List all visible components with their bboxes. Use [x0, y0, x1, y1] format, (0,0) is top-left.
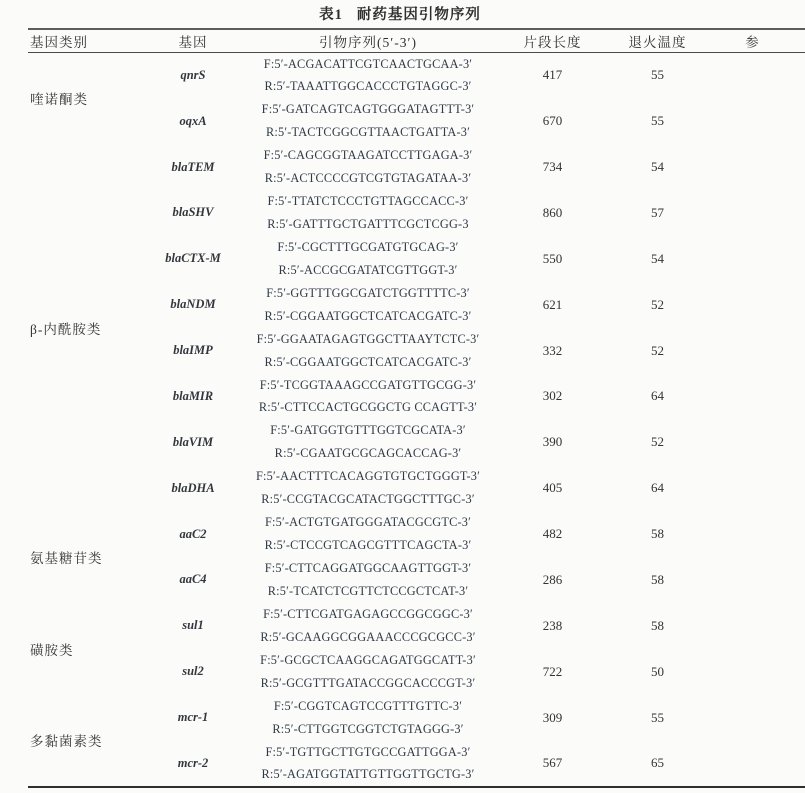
forward-primer: F:5′-TCGGTAAAGCCGATGTTGCGG-3′: [259, 377, 477, 392]
annealing-temperature: 55: [651, 67, 664, 83]
forward-primer: F:5′-CAGCGGTAAGATCCTTGAGA-3′: [263, 148, 473, 163]
reverse-primer: R:5′-AGATGGTATTGTTGGTTGCTG-3′: [261, 767, 475, 782]
header-gene: 基因: [140, 29, 246, 52]
primer-sequence-cell: [246, 236, 490, 282]
annealing-temperature: 58: [651, 617, 664, 633]
reference-cell-clipped: [700, 190, 805, 236]
fragment-length: 286: [542, 571, 563, 587]
primer-sequence-cell: [246, 741, 490, 788]
gene-name: qnrS: [180, 67, 206, 82]
header-gene-category: 基因类别: [28, 29, 140, 52]
forward-primer: F:5′-GGTTTGGCGATCTGGTTTTC-3′: [266, 285, 470, 300]
primer-sequence-cell: [246, 511, 490, 557]
annealing-temperature: 54: [651, 159, 664, 175]
forward-primer: F:5′-GATGGTGTTTGGTCGCATA-3′: [270, 423, 466, 438]
reverse-primer: R:5′-CGGAATGGCTCATCACGATC-3′: [264, 308, 472, 323]
table-number: 表1: [319, 7, 343, 23]
reverse-primer: R:5′-ACTCCCCGTCGTGTAGATAA-3′: [264, 171, 472, 186]
annealing-temperature: 55: [651, 113, 664, 129]
reverse-primer: R:5′-GATTTGCTGATTTCGCTCGG-3: [267, 216, 469, 231]
gene-name: blaNDM: [170, 297, 216, 312]
header-fragment-length: 片段长度: [490, 29, 615, 52]
fragment-length: 309: [542, 709, 563, 725]
gene-row: [28, 465, 805, 511]
reference-cell-clipped: [700, 52, 805, 98]
reverse-primer: R:5′-CCGTACGCATACTGGCTTTGC-3′: [261, 492, 475, 507]
fragment-length: 238: [542, 617, 563, 633]
reverse-primer: R:5′-TACTCGGCGTTAACTGATTA-3′: [265, 125, 471, 140]
annealing-temperature: 52: [651, 342, 664, 358]
annealing-temperature: 58: [651, 571, 664, 587]
primer-sequence-cell: [246, 465, 490, 511]
gene-row: [28, 603, 805, 649]
reference-cell-clipped: [700, 695, 805, 741]
forward-primer: F:5′-CGGTCAGTCCGTTTGTTC-3′: [273, 698, 463, 713]
reverse-primer: R:5′-GCAAGGCGGAAACCCGCGCC-3′: [260, 629, 476, 644]
table-title-text: 耐药基因引物序列: [356, 7, 481, 23]
table-title: [28, 3, 772, 24]
annealing-temperature: 64: [651, 480, 664, 496]
annealing-temperature: 52: [651, 296, 664, 312]
gene-category-cell: 喹诺酮类: [30, 92, 88, 108]
fragment-length: 734: [542, 159, 563, 175]
primer-sequence-cell: [246, 419, 490, 465]
fragment-length: 302: [542, 388, 563, 404]
gene-name: blaVIM: [172, 434, 214, 449]
fragment-length: 567: [542, 755, 563, 771]
fragment-length: 390: [542, 434, 563, 450]
primer-sequence-cell: [246, 190, 490, 236]
reference-cell-clipped: [700, 465, 805, 511]
forward-primer: F:5′-ACGACATTCGTCAACTGCAA-3′: [263, 56, 473, 71]
primer-sequence-cell: [246, 52, 490, 98]
gene-category-cell: 多黏菌素类: [30, 734, 103, 750]
gene-row: [28, 511, 805, 557]
reverse-primer: R:5′-CTTCCACTGCGGCTG CCAGTT-3′: [258, 400, 478, 415]
forward-primer: F:5′-CTTCAGGATGGCAAGTTGGT-3′: [264, 561, 472, 576]
fragment-length: 722: [542, 663, 563, 679]
gene-category-cell: 氨基糖苷类: [30, 551, 103, 567]
gene-name: blaSHV: [172, 205, 214, 220]
gene-name: aaC4: [179, 572, 207, 587]
reference-cell-clipped: [700, 603, 805, 649]
gene-row: [28, 741, 805, 788]
forward-primer: F:5′-AACTTTCACAGGTGTGCTGGGT-3′: [255, 469, 481, 484]
annealing-temperature: 50: [651, 663, 664, 679]
reference-cell-clipped: [700, 236, 805, 282]
reverse-primer: R:5′-CTTGGTCGGTCTGTAGGG-3′: [272, 721, 464, 736]
header-annealing-temp: 退火温度: [615, 29, 700, 52]
gene-row: [28, 52, 805, 98]
primer-table-rows: [28, 52, 805, 787]
reference-cell-clipped: [700, 144, 805, 190]
fragment-length: 482: [542, 526, 563, 542]
forward-primer: F:5′-GGAATAGAGTGGCTTAAYTCTC-3′: [256, 331, 480, 346]
gene-name: sul2: [182, 664, 204, 679]
forward-primer: F:5′-GATCAGTCAGTGGGATAGTTT-3′: [261, 102, 475, 117]
annealing-temperature: 57: [651, 204, 664, 220]
gene-row: [28, 374, 805, 420]
forward-primer: F:5′-TGTTGCTTGTGCCGATTGGA-3′: [265, 744, 471, 759]
gene-name: blaIMP: [173, 343, 213, 358]
fragment-length: 860: [542, 204, 563, 220]
gene-category-cell: 磺胺类: [30, 642, 74, 658]
forward-primer: F:5′-ACTGTGATGGGATACGCGTC-3′: [264, 515, 472, 530]
primer-sequence-cell: [246, 374, 490, 420]
gene-row: [28, 328, 805, 374]
header-row: [28, 29, 805, 52]
header-reference-clipped: 参: [700, 29, 805, 52]
fragment-length: 332: [542, 342, 563, 358]
gene-name: blaCTX-M: [165, 251, 221, 266]
reverse-primer: R:5′-TCATCTCGTTCTCCGCTCAT-3′: [267, 583, 469, 598]
reverse-primer: R:5′-CTCCGTCAGCGTTTCAGCTA-3′: [264, 538, 472, 553]
forward-primer: F:5′-CTTCGATGAGAGCCGGCGGC-3′: [263, 606, 473, 621]
primer-sequence-cell: [246, 282, 490, 328]
gene-name: sul1: [182, 618, 204, 633]
fragment-length: 405: [542, 480, 563, 496]
gene-row: [28, 649, 805, 695]
gene-row: [28, 190, 805, 236]
primer-sequence-cell: [246, 557, 490, 603]
primer-sequence-cell: [246, 649, 490, 695]
fragment-length: 417: [542, 67, 563, 83]
gene-name: blaDHA: [171, 480, 215, 495]
reference-cell-clipped: [700, 98, 805, 144]
reference-cell-clipped: [700, 741, 805, 788]
gene-row: [28, 98, 805, 144]
annealing-temperature: 52: [651, 434, 664, 450]
header-primer-sequence: 引物序列(5′-3′): [246, 29, 490, 52]
primer-sequence-cell: [246, 695, 490, 741]
primer-sequence-table: [28, 28, 805, 788]
reference-cell-clipped: [700, 374, 805, 420]
annealing-temperature: 64: [651, 388, 664, 404]
forward-primer: F:5′-CGCTTTGCGATGTGCAG-3′: [277, 239, 459, 254]
forward-primer: F:5′-TTATCTCCCTGTTAGCCACC-3′: [267, 194, 469, 209]
reverse-primer: R:5′-CGGAATGGCTCATCACGATC-3′: [264, 354, 472, 369]
gene-name: oqxA: [179, 113, 207, 128]
forward-primer: F:5′-GCGCTCAAGGCAGATGGCATT-3′: [260, 652, 476, 667]
fragment-length: 670: [542, 113, 563, 129]
annealing-temperature: 55: [651, 709, 664, 725]
gene-row: [28, 695, 805, 741]
reference-cell-clipped: [700, 419, 805, 465]
reverse-primer: R:5′-ACCGCGATATCGTTGGT-3′: [278, 262, 458, 277]
gene-row: [28, 419, 805, 465]
primer-sequence-cell: [246, 144, 490, 190]
annealing-temperature: 58: [651, 526, 664, 542]
primer-sequence-cell: [246, 603, 490, 649]
gene-row: [28, 557, 805, 603]
gene-name: aaC2: [179, 526, 207, 541]
reverse-primer: R:5′-CGAATGCGCAGCACCAG-3′: [274, 446, 462, 461]
reverse-primer: R:5′-TAAATTGGCACCCTGTAGGC-3′: [264, 79, 472, 94]
annealing-temperature: 65: [651, 755, 664, 771]
fragment-length: 550: [542, 250, 563, 266]
gene-row: [28, 236, 805, 282]
reference-cell-clipped: [700, 649, 805, 695]
reverse-primer: R:5′-GCGTTTGATACCGGCACCCGT-3′: [260, 675, 476, 690]
reference-cell-clipped: [700, 511, 805, 557]
gene-name: blaMIR: [172, 388, 214, 403]
gene-name: mcr-1: [177, 710, 209, 725]
gene-row: [28, 282, 805, 328]
annealing-temperature: 54: [651, 250, 664, 266]
primer-sequence-cell: [246, 328, 490, 374]
primer-sequence-cell: [246, 98, 490, 144]
reference-cell-clipped: [700, 328, 805, 374]
reference-cell-clipped: [700, 557, 805, 603]
gene-row: [28, 144, 805, 190]
reference-cell-clipped: [700, 282, 805, 328]
gene-name: mcr-2: [177, 755, 209, 770]
fragment-length: 621: [542, 296, 563, 312]
gene-category-cell: β-内酰胺类: [30, 321, 102, 337]
gene-name: blaTEM: [171, 159, 215, 174]
